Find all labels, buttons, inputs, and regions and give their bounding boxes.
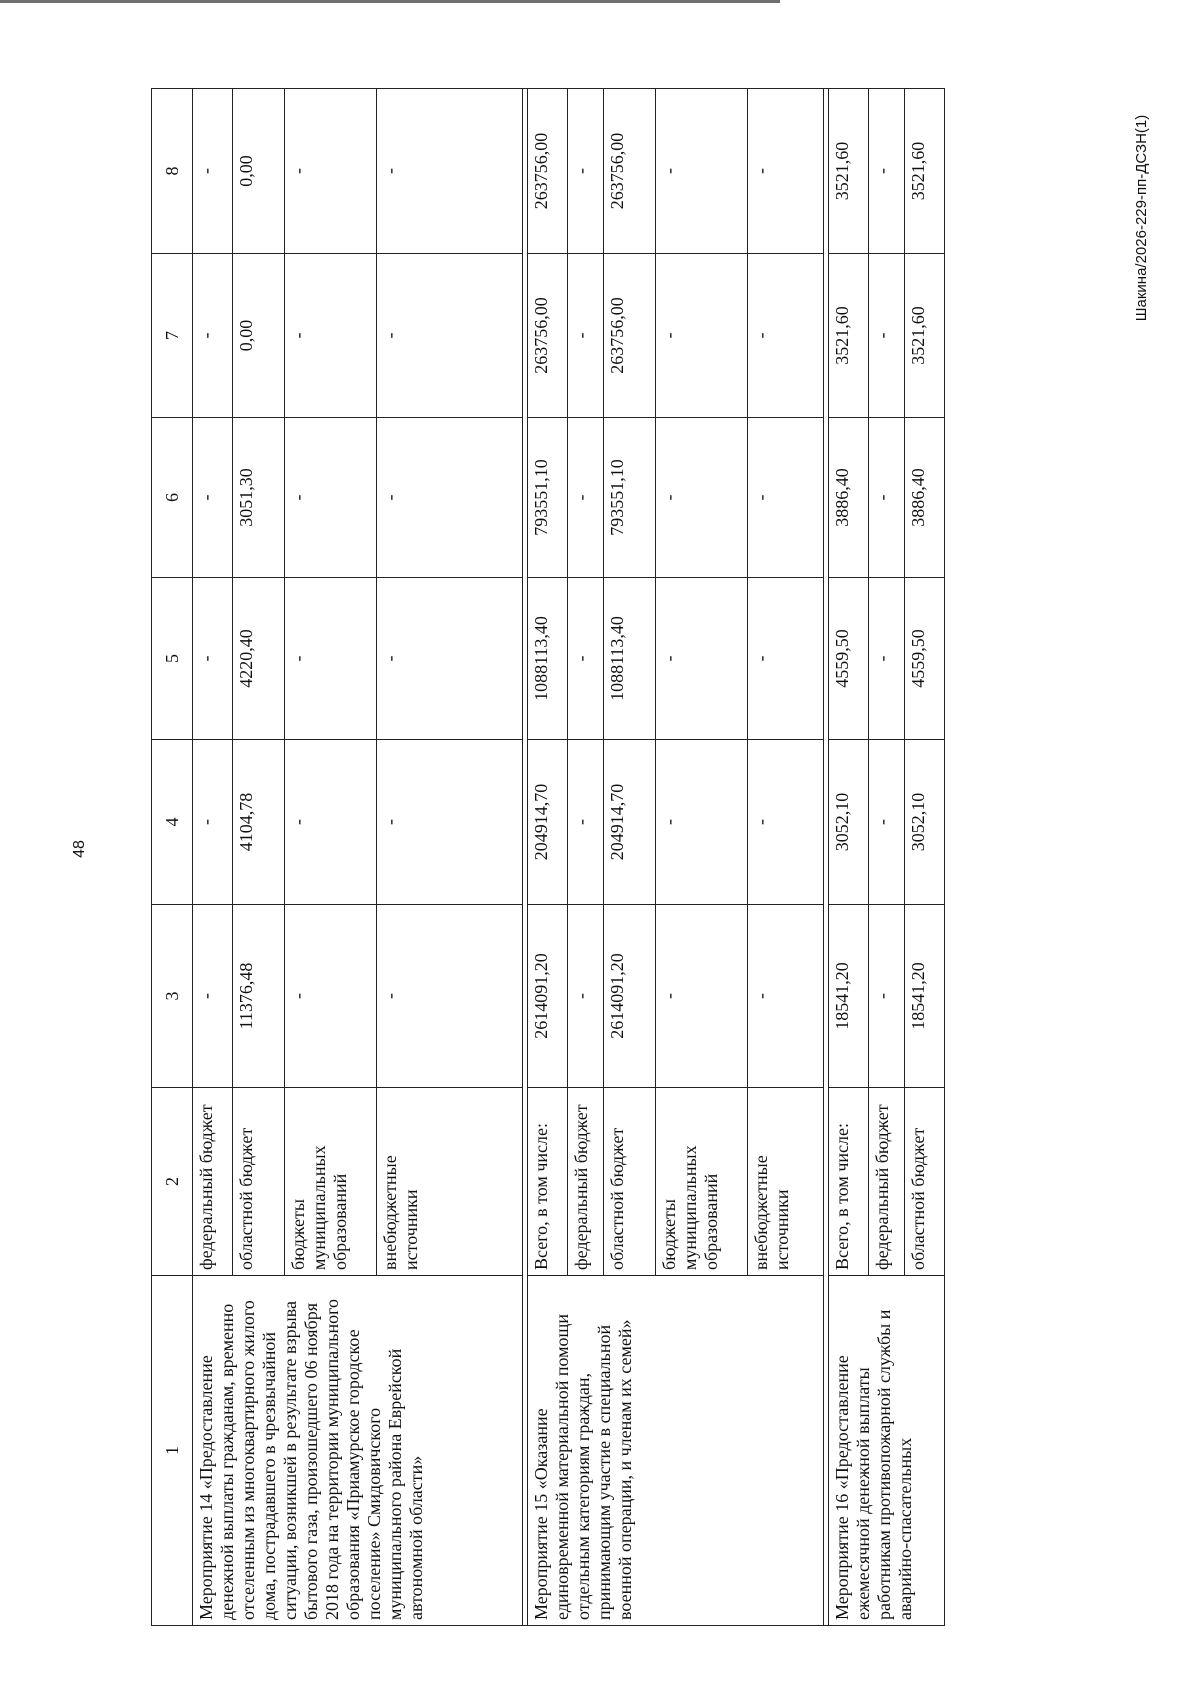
amount-cell: - <box>869 254 905 418</box>
amount-cell: - <box>193 905 233 1088</box>
amount-cell: 0,00 <box>233 254 285 418</box>
amount-cell: - <box>285 905 377 1088</box>
amount-cell: 3521,60 <box>829 254 869 418</box>
amount-cell: - <box>377 740 523 905</box>
amount-cell: 3051,30 <box>233 418 285 578</box>
amount-cell: - <box>748 418 824 578</box>
document-code: Шакина/2026-229-пп-ДСЗН(1) <box>1133 114 1150 322</box>
amount-cell: 3052,10 <box>829 740 869 905</box>
amount-cell: - <box>193 254 233 418</box>
amount-cell: - <box>193 740 233 905</box>
amount-cell: - <box>568 905 604 1088</box>
amount-cell: - <box>193 578 233 740</box>
header-col-2: 2 <box>152 1088 193 1276</box>
header-row <box>152 89 193 1626</box>
amount-cell: - <box>568 89 604 254</box>
amount-cell: 793551,10 <box>604 418 656 578</box>
amount-cell: - <box>377 254 523 418</box>
amount-cell: - <box>656 418 748 578</box>
header-col-4: 4 <box>152 740 193 905</box>
amount-cell: - <box>656 740 748 905</box>
funding-source: бюджеты муниципальных образований <box>285 1088 377 1276</box>
amount-cell: 4559,50 <box>905 578 945 740</box>
amount-cell: 263756,00 <box>528 89 568 254</box>
amount-cell: - <box>377 418 523 578</box>
funding-source: федеральный бюджет <box>869 1088 905 1276</box>
funding-source: областной бюджет <box>604 1088 656 1276</box>
amount-cell: 263756,00 <box>528 254 568 418</box>
amount-cell: 3521,60 <box>905 254 945 418</box>
funding-source: внебюджетные источники <box>748 1088 824 1276</box>
amount-cell: 2614091,20 <box>604 905 656 1088</box>
amount-cell: - <box>285 418 377 578</box>
funding-table <box>151 88 945 1626</box>
amount-cell: 1088113,40 <box>604 578 656 740</box>
amount-cell: - <box>748 905 824 1088</box>
amount-cell: - <box>285 254 377 418</box>
amount-cell: - <box>193 418 233 578</box>
amount-cell: 793551,10 <box>528 418 568 578</box>
amount-cell: 18541,20 <box>905 905 945 1088</box>
table-row <box>829 89 869 1626</box>
amount-cell: - <box>193 89 233 254</box>
scan-edge-line <box>0 0 780 3</box>
measure-title: Мероприятие 14 «Предоставление денежной выплаты гражданам, временно отселенным из многоквартирного жилого дома, пострадавшего в чрезвычайной ситуации, возникшей в результате взрыва бытового газа, произошедшего 06 ноября 2018 года на территории муниципального образования «Приамурское городское поселение» Смидовичского муниципального района Еврейской автономной области» <box>193 1276 523 1626</box>
amount-cell: 3521,60 <box>905 89 945 254</box>
amount-cell: 4559,50 <box>829 578 869 740</box>
amount-cell: 3052,10 <box>905 740 945 905</box>
amount-cell: - <box>377 905 523 1088</box>
header-col-1: 1 <box>152 1276 193 1626</box>
amount-cell: - <box>748 89 824 254</box>
funding-source: бюджеты муниципальных образований <box>656 1088 748 1276</box>
amount-cell: 18541,20 <box>829 905 869 1088</box>
amount-cell: - <box>568 254 604 418</box>
amount-cell: 3886,40 <box>829 418 869 578</box>
funding-source: федеральный бюджет <box>193 1088 233 1276</box>
amount-cell: - <box>568 418 604 578</box>
amount-cell: 1088113,40 <box>528 578 568 740</box>
amount-cell: - <box>656 578 748 740</box>
header-col-6: 6 <box>152 418 193 578</box>
amount-cell: 263756,00 <box>604 89 656 254</box>
amount-cell: 11376,48 <box>233 905 285 1088</box>
amount-cell: - <box>869 418 905 578</box>
amount-cell: 0,00 <box>233 89 285 254</box>
amount-cell: 263756,00 <box>604 254 656 418</box>
amount-cell: - <box>748 578 824 740</box>
funding-source: областной бюджет <box>905 1088 945 1276</box>
header-col-8: 8 <box>152 89 193 254</box>
amount-cell: 204914,70 <box>528 740 568 905</box>
amount-cell: - <box>656 89 748 254</box>
amount-cell: - <box>869 89 905 254</box>
header-col-7: 7 <box>152 254 193 418</box>
amount-cell: - <box>568 578 604 740</box>
measure-title: Мероприятие 15 «Оказание единовременной материальной помощи отдельным категориям граждан, принимающим участие в специальной военной операции, и членам их семей» <box>528 1276 824 1626</box>
amount-cell: 2614091,20 <box>528 905 568 1088</box>
amount-cell: - <box>285 578 377 740</box>
amount-cell: - <box>377 578 523 740</box>
amount-cell: - <box>377 89 523 254</box>
amount-cell: - <box>869 905 905 1088</box>
amount-cell: - <box>656 254 748 418</box>
header-col-5: 5 <box>152 578 193 740</box>
funding-source: Всего, в том числе: <box>829 1088 869 1276</box>
amount-cell: - <box>748 740 824 905</box>
amount-cell: 3886,40 <box>905 418 945 578</box>
funding-source: Всего, в том числе: <box>528 1088 568 1276</box>
funding-source: федеральный бюджет <box>568 1088 604 1276</box>
table-row <box>193 89 233 1626</box>
funding-source: областной бюджет <box>233 1088 285 1276</box>
amount-cell: - <box>869 740 905 905</box>
amount-cell: 4220,40 <box>233 578 285 740</box>
funding-source: внебюджетные источники <box>377 1088 523 1276</box>
page-number: 48 <box>71 840 88 858</box>
amount-cell: 204914,70 <box>604 740 656 905</box>
table-row <box>528 89 568 1626</box>
amount-cell: 3521,60 <box>829 89 869 254</box>
amount-cell: 4104,78 <box>233 740 285 905</box>
amount-cell: - <box>748 254 824 418</box>
header-col-3: 3 <box>152 905 193 1088</box>
amount-cell: - <box>656 905 748 1088</box>
rotated-table-sheet <box>151 89 1087 1626</box>
measure-title: Мероприятие 16 «Предоставление ежемесячной денежной выплаты работникам противопожарной службы и аварийно-спасательных <box>829 1276 945 1626</box>
amount-cell: - <box>285 89 377 254</box>
amount-cell: - <box>568 740 604 905</box>
amount-cell: - <box>285 740 377 905</box>
amount-cell: - <box>869 578 905 740</box>
